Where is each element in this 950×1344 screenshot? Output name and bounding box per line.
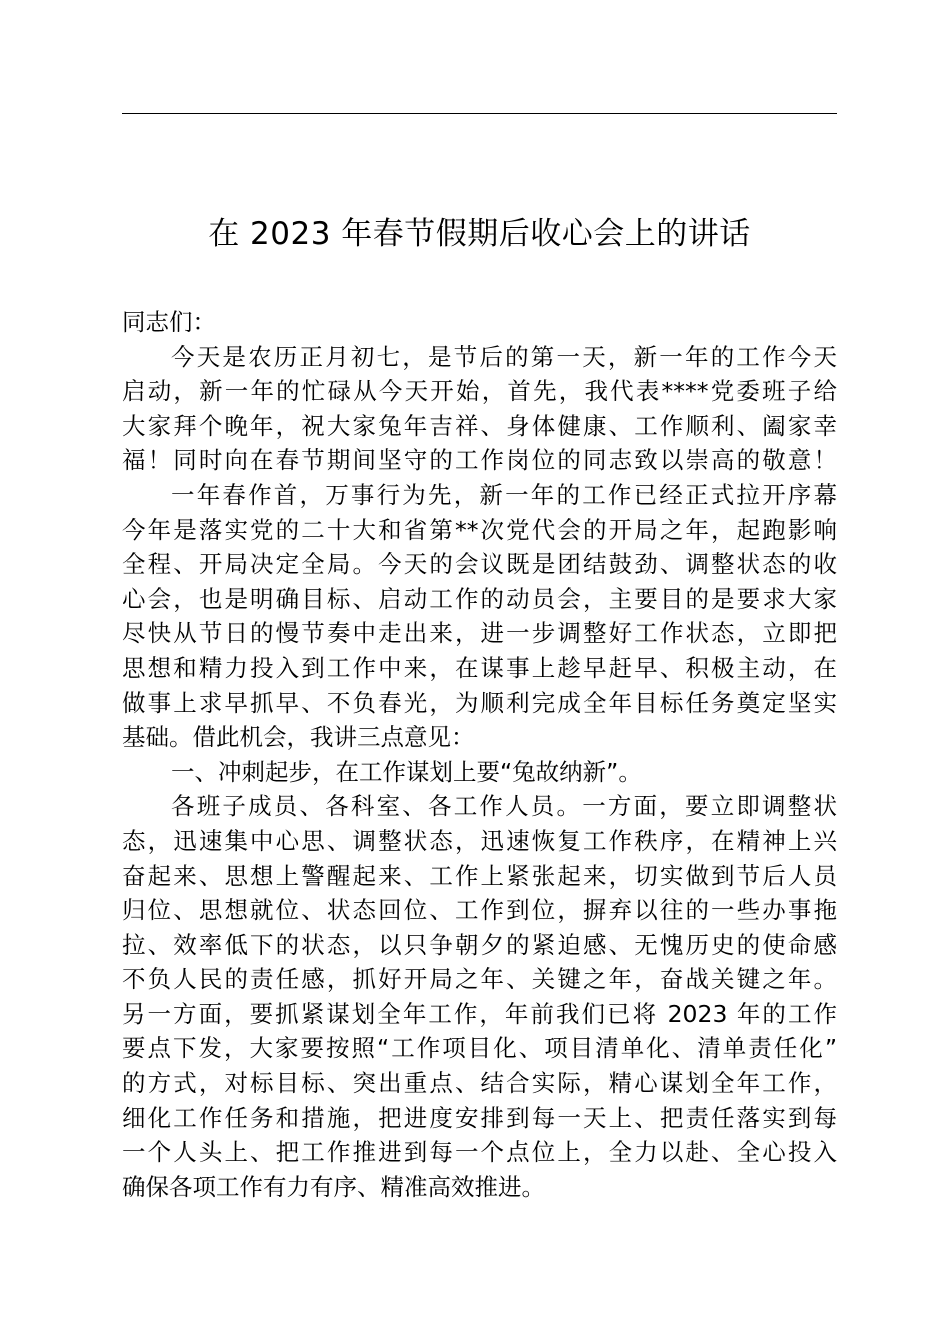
salutation-line: 同志们： <box>122 308 216 336</box>
paragraph-line: 心会，也是明确目标、启动工作的动员会，主要目的是要求大家 <box>122 584 837 613</box>
document-body <box>122 305 837 1204</box>
paragraph-line: 基础。借此机会，我讲三点意见： <box>122 723 475 752</box>
paragraph-line: 今天是农历正月初七，是节后的第一天，新一年的工作今天 <box>171 342 837 371</box>
paragraph-line: 大家拜个晚年，祝大家兔年吉祥、身体健康、工作顺利、阖家幸 <box>122 411 837 440</box>
paragraph-line: 全程、开局决定全局。今天的会议既是团结鼓劲、调整状态的收 <box>122 550 837 579</box>
document-title: 在 2023 年春节假期后收心会上的讲话 <box>208 216 751 252</box>
paragraph-line: 不负人民的责任感，抓好开局之年、关键之年，奋战关键之年。 <box>122 965 837 994</box>
paragraph-line: 做事上求早抓早、不负春光，为顺利完成全年目标任务奠定坚实 <box>122 688 837 717</box>
paragraph-line: 思想和精力投入到工作中来，在谋事上趁早赶早、积极主动，在 <box>122 653 837 682</box>
paragraph-line: 态，迅速集中心思、调整状态，迅速恢复工作秩序，在精神上兴 <box>122 826 837 855</box>
paragraph-line: 的方式，对标目标、突出重点、结合实际，精心谋划全年工作， <box>122 1069 837 1098</box>
section-heading: 一、冲刺起步，在工作谋划上要“兔故纳新”。 <box>171 757 642 786</box>
paragraph-line: 各班子成员、各科室、各工作人员。一方面，要立即调整状 <box>171 792 837 821</box>
paragraph-line: 今年是落实党的二十大和省第**次党代会的开局之年，起跑影响 <box>122 515 837 544</box>
paragraph-line: 另一方面，要抓紧谋划全年工作，年前我们已将 2023 年的工作 <box>122 999 837 1028</box>
paragraph-line: 福！同时向在春节期间坚守的工作岗位的同志致以崇高的敬意！ <box>122 446 837 475</box>
paragraph-line: 细化工作任务和措施，把进度安排到每一天上、把责任落实到每 <box>122 1103 837 1132</box>
paragraph-line: 一年春作首，万事行为先，新一年的工作已经正式拉开序幕 <box>171 480 837 509</box>
paragraph-line: 启动，新一年的忙碌从今天开始，首先，我代表****党委班子给 <box>122 377 837 406</box>
paragraph-line: 确保各项工作有力有序、精准高效推进。 <box>122 1172 545 1201</box>
paragraph-line: 奋起来、思想上警醒起来、工作上紧张起来，切实做到节后人员 <box>122 861 837 890</box>
header-rule <box>122 113 837 114</box>
paragraph-line: 尽快从节日的慢节奏中走出来，进一步调整好工作状态，立即把 <box>122 619 837 648</box>
paragraph-line: 要点下发，大家要按照“工作项目化、项目清单化、清单责任化” <box>122 1034 837 1063</box>
paragraph-line: 一个人头上、把工作推进到每一个点位上，全力以赴、全心投入 <box>122 1138 837 1167</box>
paragraph-line: 归位、思想就位、状态回位、工作到位，摒弃以往的一些办事拖 <box>122 896 837 925</box>
paragraph-line: 拉、效率低下的状态，以只争朝夕的紧迫感、无愧历史的使命感 <box>122 930 837 959</box>
